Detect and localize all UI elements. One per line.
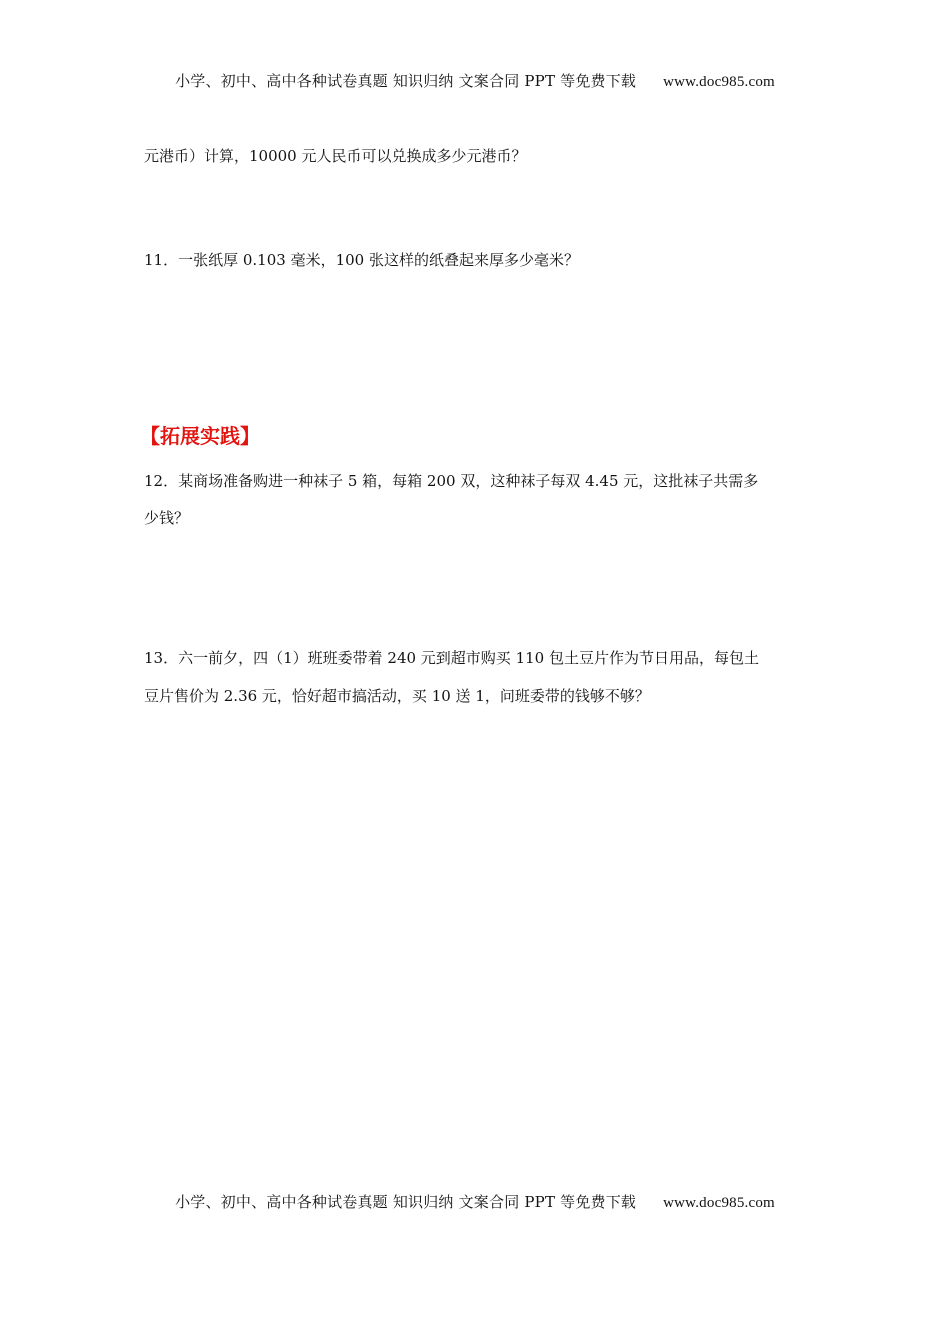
footer-site-link[interactable]: www.doc985.com (663, 1195, 775, 1211)
question-12-line-2: 少钱？ (144, 509, 190, 527)
page-footer (0, 1191, 950, 1212)
footer-text: 小学、初中、高中各种试卷真题 知识归纳 文案合同 PPT 等免费下载 (175, 1193, 637, 1211)
question-11: 11．一张纸厚 0.103 毫米，100 张这样的纸叠起来厚多少毫米？ (144, 251, 579, 269)
question-10-continuation: 元港币）计算，10000 元人民币可以兑换成多少元港币？ (144, 147, 527, 165)
question-13-line-1: 13．六一前夕，四（1）班班委带着 240 元到超市购买 110 包土豆片作为节日用品，每包土 (144, 649, 759, 667)
header-site-link[interactable]: www.doc985.com (663, 74, 775, 90)
question-12-line-1: 12．某商场准备购进一种袜子 5 箱，每箱 200 双，这种袜子每双 4.45 元，这批袜子共需多 (144, 472, 759, 490)
page-header (0, 70, 950, 91)
header-text: 小学、初中、高中各种试卷真题 知识归纳 文案合同 PPT 等免费下载 (175, 72, 637, 90)
section-title-extension-practice: 【拓展实践】 (140, 424, 260, 448)
question-13-line-2: 豆片售价为 2.36 元，恰好超市搞活动，买 10 送 1，问班委带的钱够不够？ (144, 687, 650, 705)
